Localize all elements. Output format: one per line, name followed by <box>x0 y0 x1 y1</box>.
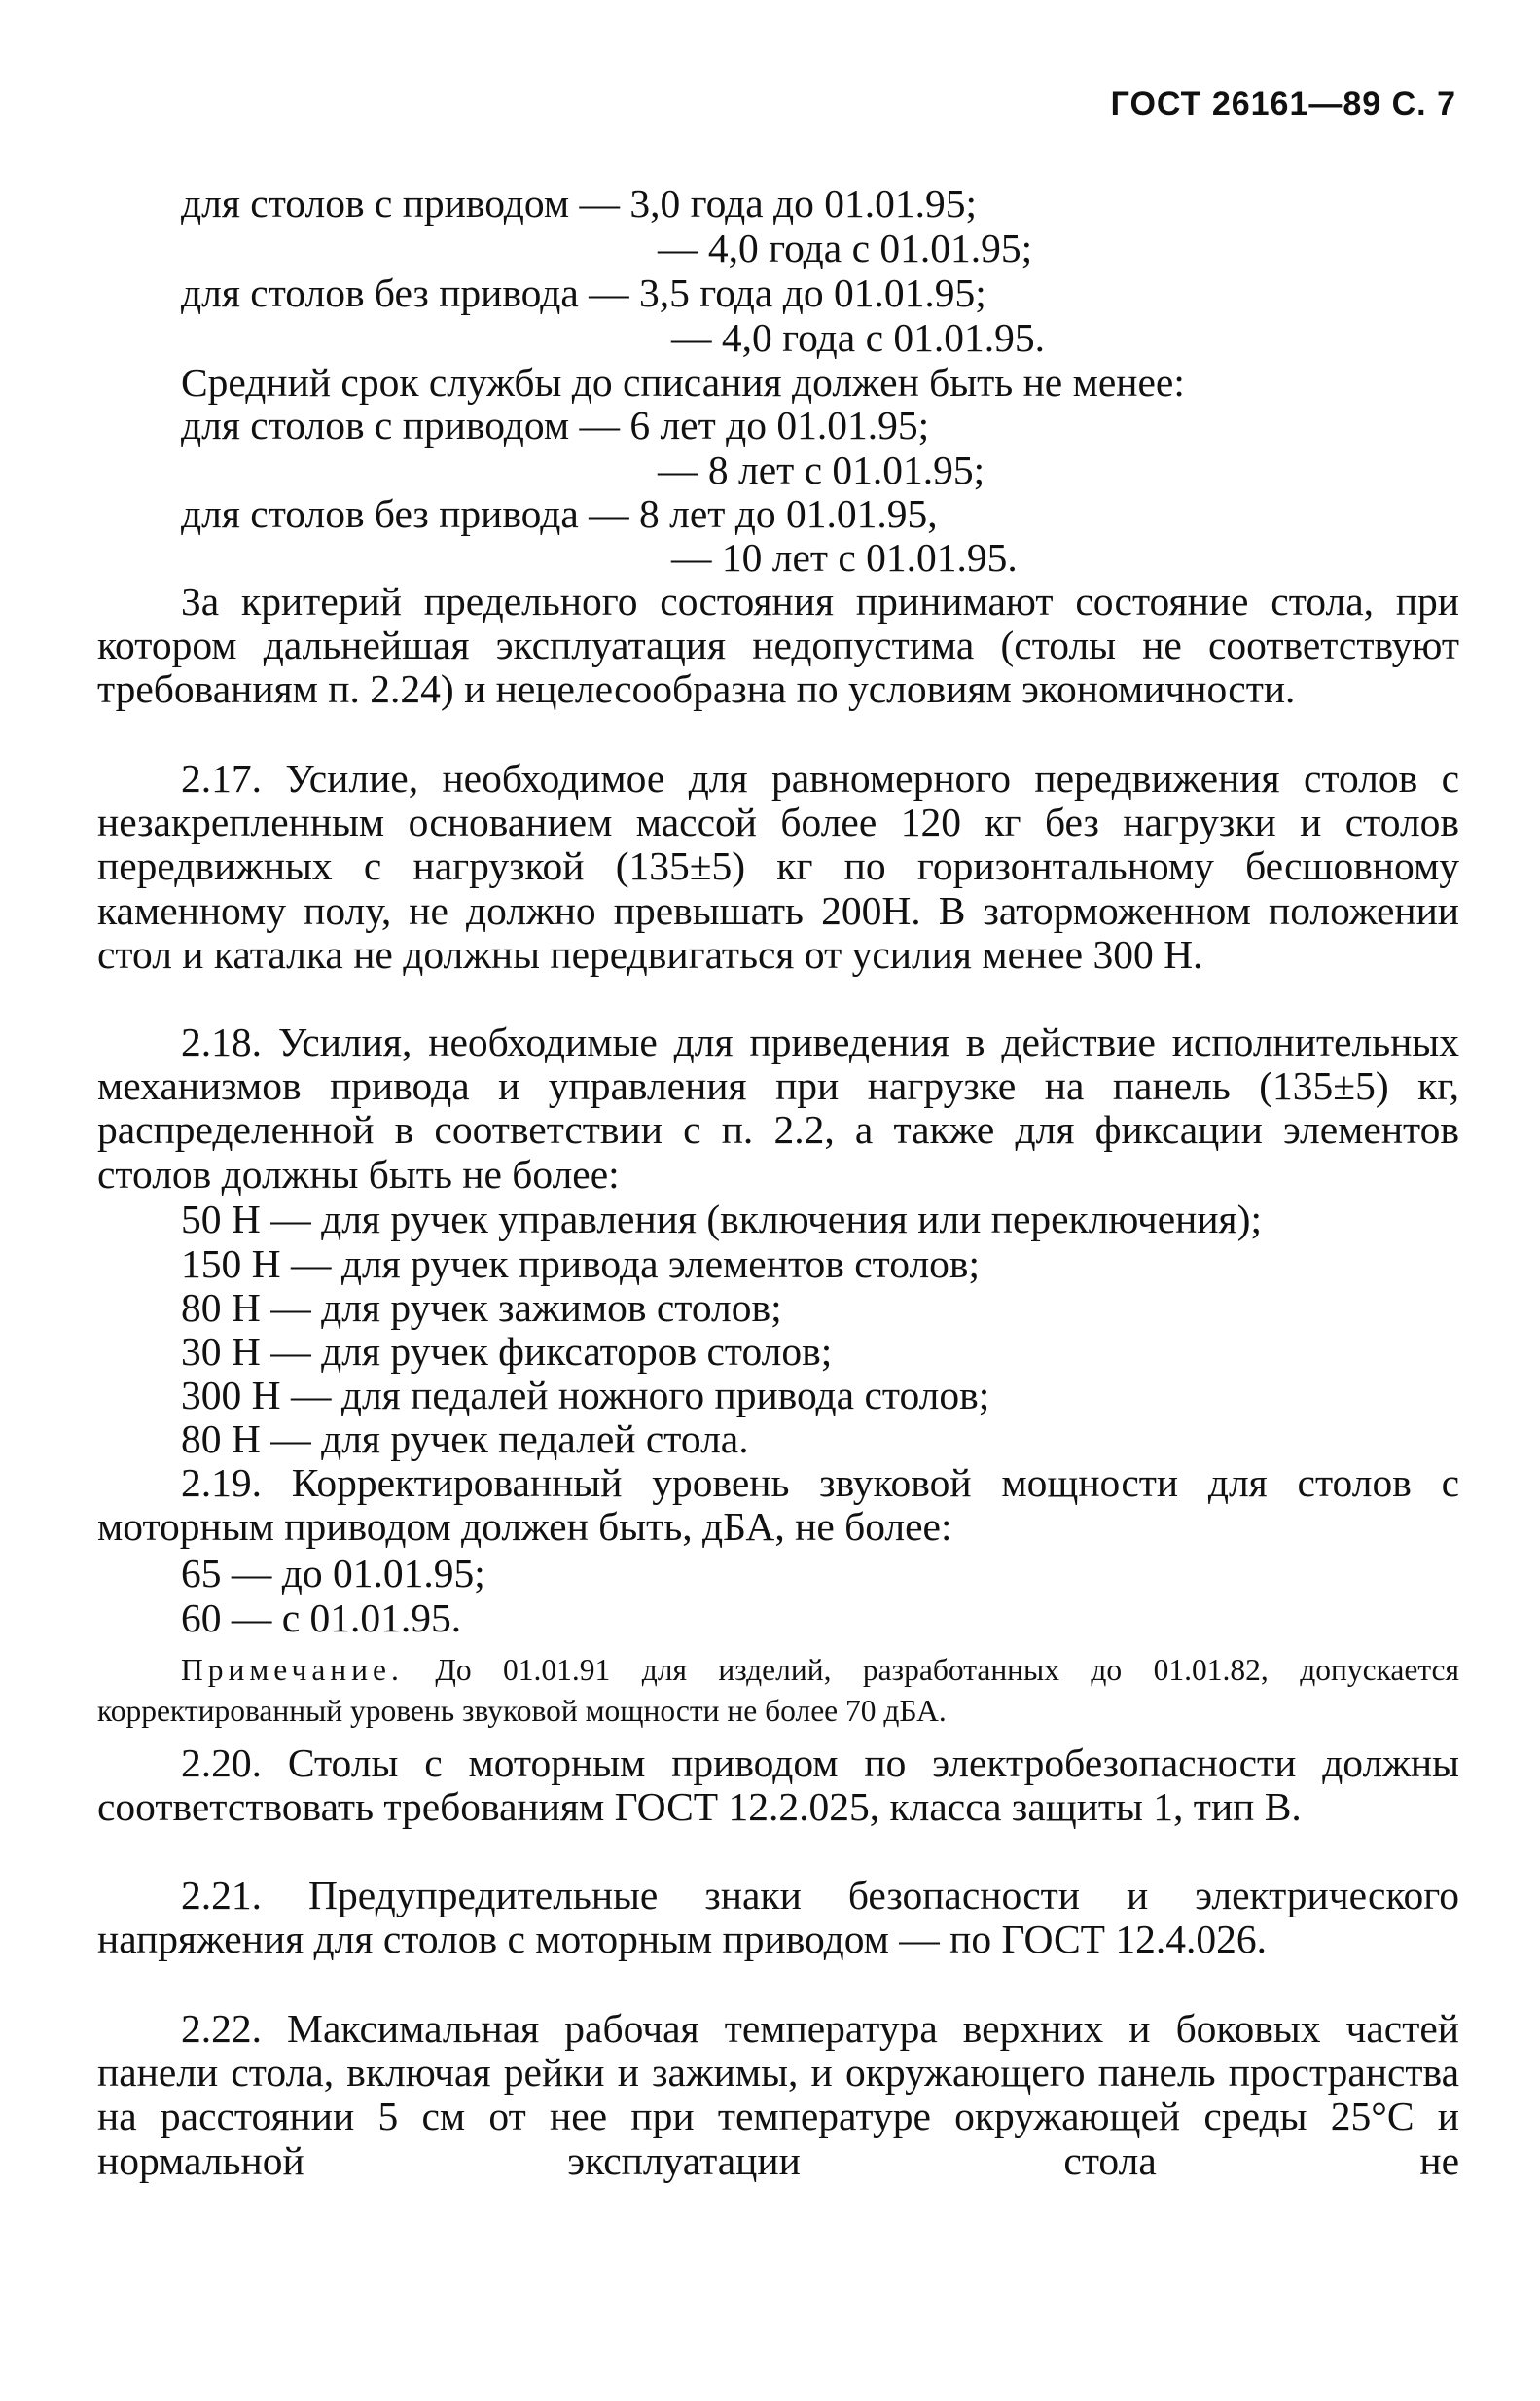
noise-item: 65 — до 01.01.95; <box>181 1551 485 1595</box>
noise-item: 60 — с 01.01.95. <box>181 1595 462 1640</box>
criterion-paragraph: За критерий предельного состояния принимают состояние стола, при котором дальнейшая эксплуатация недопустима (столы не соответствуют требованиям п. 2.24) и нецелесообразна по условиям экономичности. <box>97 579 1459 712</box>
clause-2-22: 2.22. Максимальная рабочая температура верхних и боковых частей панели стола, включая рейки и зажимы, и окружающего панель пространства на расстоянии 5 см от нее при температуре окружающей среды 25°С и нормальной эксплуатации стола не <box>97 2006 1459 2183</box>
force-item: 30 Н — для ручек фиксаторов столов; <box>181 1329 833 1374</box>
service-life-line-2: — 4,0 года с 01.01.95; <box>658 226 1033 270</box>
writeoff-line-3: для столов без привода — 8 лет до 01.01.95, <box>181 491 938 536</box>
force-item: 50 Н — для ручек управления (включения или переключения); <box>181 1197 1262 1241</box>
service-life-line-4: — 4,0 года с 01.01.95. <box>671 315 1045 360</box>
force-item: 80 Н — для ручек педалей стола. <box>181 1416 749 1461</box>
writeoff-intro: Средний срок службы до списания должен быть не менее: <box>181 360 1185 405</box>
page-header: ГОСТ 26161—89 С. 7 <box>1110 86 1456 123</box>
clause-2-20: 2.20. Столы с моторным приводом по электробезопасности должны соответствовать требованиям ГОСТ 12.2.025, класса защиты 1, тип В. <box>97 1740 1459 1830</box>
note-text: До 01.01.91 для изделий, разработанных до 01.01.82, допускается корректированный уровень звуковой мощности не более 70 дБА. <box>97 1653 1459 1728</box>
force-item: 80 Н — для ручек зажимов столов; <box>181 1285 782 1330</box>
clause-2-17: 2.17. Усилие, необходимое для равномерного передвижения столов с незакрепленным основанием массой более 120 кг без нагрузки и столов передвижных с нагрузкой (135±5) кг по горизонтальному бесшовному каменному полу, не должно превышать 200Н. В заторможенном положении стол и каталка не должны передвигаться от усилия менее 300 Н. <box>97 756 1459 977</box>
force-item: 300 Н — для педалей ножного привода столов; <box>181 1373 990 1417</box>
note-label: Примечание. <box>181 1653 404 1687</box>
service-life-line-1: для столов с приводом — 3,0 года до 01.01.95; <box>181 181 978 226</box>
writeoff-line-1: для столов с приводом — 6 лет до 01.01.95; <box>181 403 930 448</box>
writeoff-line-2: — 8 лет с 01.01.95; <box>658 448 985 492</box>
note <box>97 1650 1459 1732</box>
clause-2-21: 2.21. Предупредительные знаки безопасности и электрического напряжения для столов с моторным приводом — по ГОСТ 12.4.026. <box>97 1873 1459 1962</box>
service-life-line-3: для столов без привода — 3,5 года до 01.01.95; <box>181 270 986 315</box>
clause-2-18: 2.18. Усилия, необходимые для приведения в действие исполнительных механизмов привода и управления при нагрузке на панель (135±5) кг, распределенной в соответствии с п. 2.2, а также для фиксации элементов столов должны быть не более: <box>97 1020 1459 1197</box>
clause-2-19: 2.19. Корректированный уровень звуковой мощности для столов с моторным приводом должен быть, дБА, не более: <box>97 1460 1459 1550</box>
writeoff-line-4: — 10 лет с 01.01.95. <box>671 535 1018 580</box>
force-item: 150 Н — для ручек привода элементов столов; <box>181 1241 981 1286</box>
